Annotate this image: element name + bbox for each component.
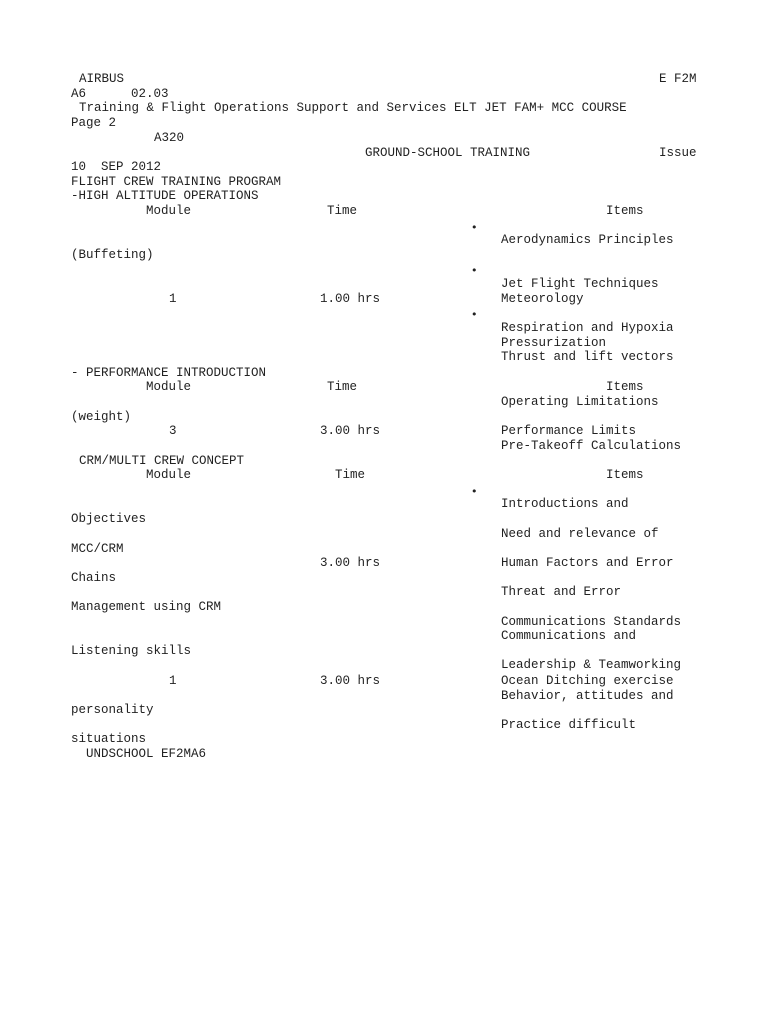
module-number: 1 <box>169 674 177 688</box>
module-time: 3.00 hrs <box>320 424 381 438</box>
list-item: Meteorology <box>501 292 584 306</box>
list-item: Chains <box>71 571 117 585</box>
module-time: 3.00 hrs <box>320 674 381 688</box>
issue-date: 10 SEP 2012 <box>71 160 162 174</box>
items-column-header: Items <box>606 380 644 394</box>
list-item: Jet Flight Techniques <box>501 277 659 291</box>
list-item: Practice difficult <box>501 718 637 732</box>
list-item: Performance Limits <box>501 424 637 438</box>
list-item: (Buffeting) <box>71 248 154 262</box>
list-item: Behavior, attitudes and <box>501 689 674 703</box>
list-item: Need and relevance of <box>501 527 659 541</box>
module-number: 3 <box>169 424 177 438</box>
time-column-header: Time <box>335 468 366 482</box>
list-item: Human Factors and Error <box>501 556 674 570</box>
list-item: Introductions and <box>501 497 629 511</box>
items-column-header: Items <box>606 468 644 482</box>
list-item: Listening skills <box>71 644 192 658</box>
items-column-header: Items <box>606 204 644 218</box>
list-item: Respiration and Hypoxia <box>501 321 674 335</box>
program-title: FLIGHT CREW TRAINING PROGRAM <box>71 175 282 189</box>
list-item: Leadership & Teamworking <box>501 658 682 672</box>
document-subtitle: Training & Flight Operations Support and Services ELT JET FAM+ MCC COURSE <box>79 101 627 115</box>
page-number: Page 2 <box>71 116 117 130</box>
footer-code: UNDSCHOOL EF2MA6 <box>86 747 207 761</box>
list-item: Operating Limitations <box>501 395 659 409</box>
module-time: 1.00 hrs <box>320 292 381 306</box>
aircraft-type: A320 <box>154 131 185 145</box>
section-heading: - PERFORMANCE INTRODUCTION <box>71 366 267 380</box>
list-item: Pre-Takeoff Calculations <box>501 439 682 453</box>
bullet-icon: • <box>471 221 478 234</box>
reference-prefix: A6 <box>71 87 87 101</box>
time-column-header: Time <box>327 204 358 218</box>
module-column-header: Module <box>146 468 192 482</box>
list-item: Ocean Ditching exercise <box>501 674 674 688</box>
list-item: Pressurization <box>501 336 607 350</box>
list-item: Communications Standards <box>501 615 682 629</box>
bullet-icon: • <box>471 308 478 321</box>
list-item: (weight) <box>71 410 132 424</box>
list-item: Aerodynamics Principles <box>501 233 674 247</box>
module-column-header: Module <box>146 204 192 218</box>
list-item: situations <box>71 732 147 746</box>
module-number: 1 <box>169 292 177 306</box>
module-time: 3.00 hrs <box>320 556 381 570</box>
section-heading: CRM/MULTI CREW CONCEPT <box>79 454 245 468</box>
bullet-icon: • <box>471 485 478 498</box>
list-item: Threat and Error <box>501 585 622 599</box>
document-code: E F2M <box>659 72 697 86</box>
list-item: Management using CRM <box>71 600 222 614</box>
list-item: personality <box>71 703 154 717</box>
list-item: MCC/CRM <box>71 542 124 556</box>
list-item: Communications and <box>501 629 637 643</box>
reference-number: 02.03 <box>131 87 169 101</box>
company-name: AIRBUS <box>79 72 125 86</box>
bullet-icon: • <box>471 264 478 277</box>
module-column-header: Module <box>146 380 192 394</box>
section-title: GROUND-SCHOOL TRAINING <box>365 146 531 160</box>
issue-label: Issue <box>659 146 697 160</box>
time-column-header: Time <box>327 380 358 394</box>
section-heading: -HIGH ALTITUDE OPERATIONS <box>71 189 259 203</box>
list-item: Thrust and lift vectors <box>501 350 674 364</box>
list-item: Objectives <box>71 512 147 526</box>
